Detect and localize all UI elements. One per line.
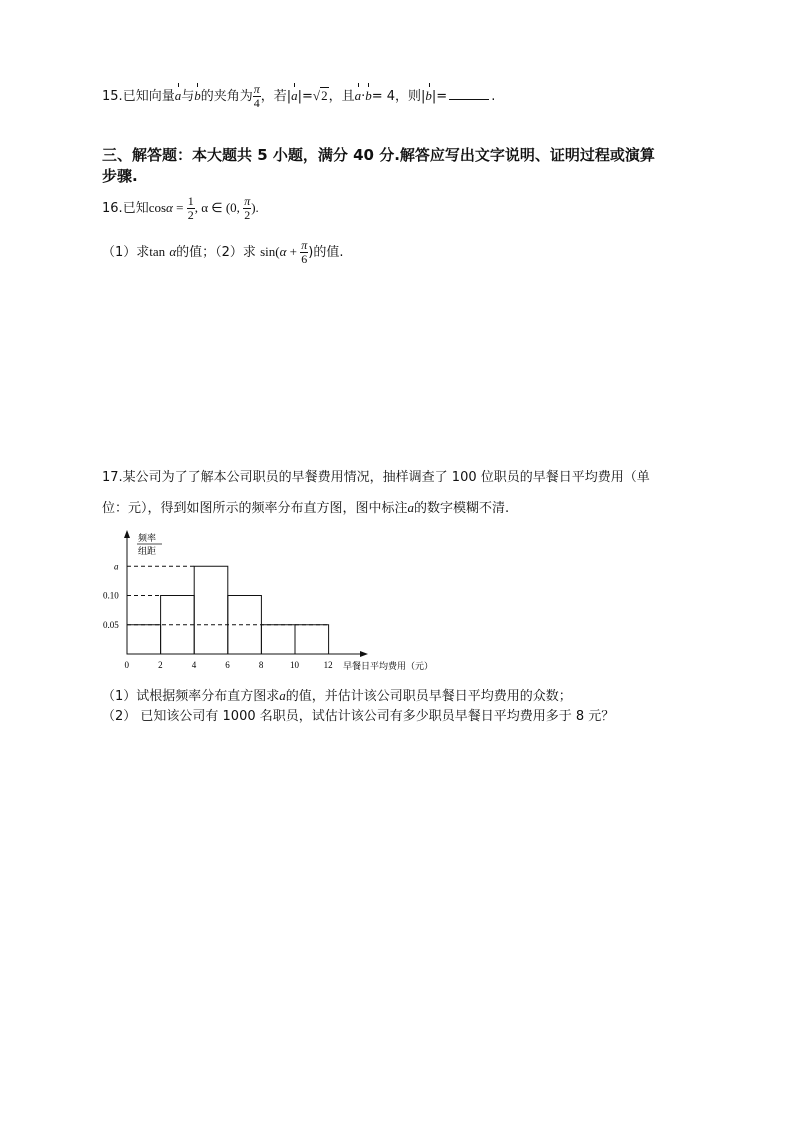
histogram-bar xyxy=(295,625,329,654)
section-3-heading-cont: 步骤. xyxy=(102,167,138,185)
x-axis-label: 早餐日平均费用（元） xyxy=(343,662,434,672)
y-label-denominator: 组距 xyxy=(138,547,157,557)
question-17-part2: （2） 已知该公司有 1000 名职员，试估计该公司有多少职员早餐日平均费用多于 8 元？ xyxy=(102,709,615,724)
answer-blank xyxy=(449,87,489,100)
section-3-heading: 三、解答题：本大题共 5 小题，满分 40 分.解答应写出文字说明、证明过程或演算 xyxy=(102,146,655,164)
q15-number: 15. xyxy=(102,89,123,104)
vector-b: b xyxy=(194,86,201,106)
x-tick-label: 0 xyxy=(124,660,129,670)
x-tick-label: 10 xyxy=(290,660,299,670)
y-tick-label: 0.05 xyxy=(103,619,119,630)
y-label-numerator: 频率 xyxy=(138,534,157,544)
x-tick-label: 12 xyxy=(323,660,333,670)
vector-a: a xyxy=(175,86,182,106)
y-axis-arrow xyxy=(124,530,130,538)
frequency-histogram xyxy=(100,528,460,678)
x-tick-label: 2 xyxy=(158,660,163,670)
y-tick-label: a xyxy=(114,561,119,572)
question-17-line2: 位：元），得到如图所示的频率分布直方图，图中标注a的数字模糊不清. xyxy=(102,500,510,516)
histogram-bar xyxy=(194,566,228,654)
question-15: 15.已知向量a与b的夹角为 $\frac{\pi}{4}$ ，若|a|=√2，且a·b= 4，则|b|= . xyxy=(102,82,496,110)
x-tick-label: 4 xyxy=(191,660,197,670)
angle-fraction: $\frac{\pi}{4}$ xyxy=(253,82,260,110)
question-16: 16.已知cosα = $\frac{1}{2}$ , α ∈ (0, $\frac{\pi}{2}$ ). xyxy=(102,194,259,222)
x-axis-arrow xyxy=(360,651,368,657)
histogram-bar xyxy=(261,625,295,654)
y-tick-label: 0.10 xyxy=(103,590,119,601)
question-16-parts: （1）求tan α的值；（2）求 sin(α + $\frac{\pi}{6}$ )的值. xyxy=(102,238,344,266)
x-tick-label: 8 xyxy=(258,660,264,670)
x-tick-label: 6 xyxy=(225,660,230,670)
sqrt-expression: √2 xyxy=(312,88,328,103)
y-axis-label xyxy=(137,532,162,557)
histogram-bar xyxy=(127,625,161,654)
question-17-part1: （1）试根据频率分布直方图求a的值，并估计该公司职员早餐日平均费用的众数； xyxy=(102,688,572,704)
question-17-line1: 17.某公司为了了解本公司职员的早餐费用情况，抽样调查了 100 位职员的早餐日平均费用（单 xyxy=(102,470,650,485)
